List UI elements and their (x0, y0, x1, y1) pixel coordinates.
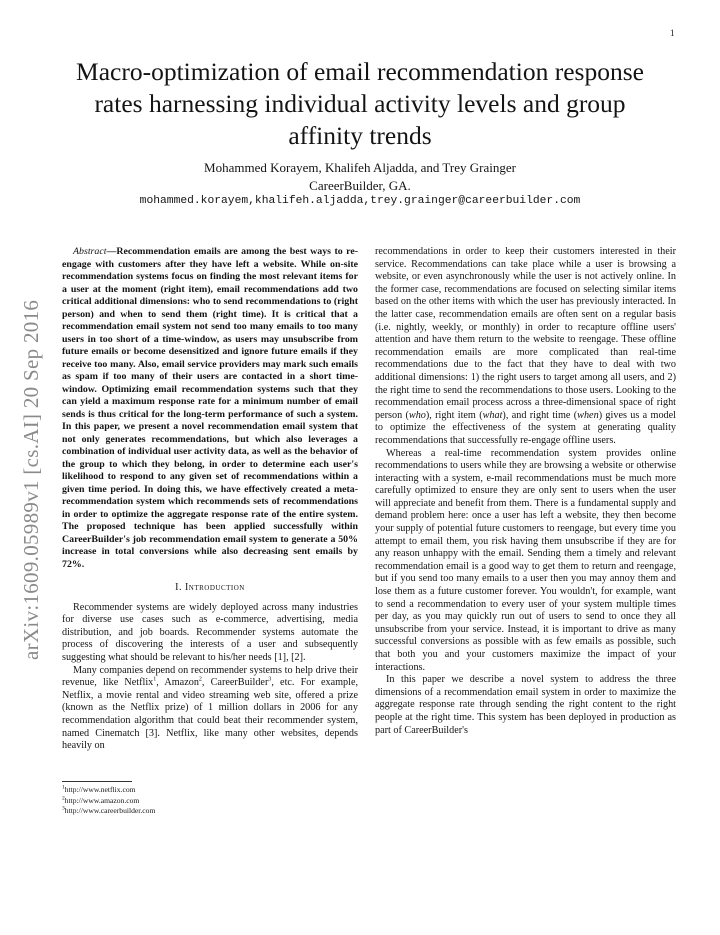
footnote-link[interactable]: http://www.amazon.com (64, 795, 140, 805)
footnote-2 (62, 796, 358, 807)
paper-title: Macro-optimization of email recommendation response rates harnessing individual activity levels and group affinity trends (76, 57, 644, 150)
footnote-3 (62, 806, 358, 817)
rc-what: what (482, 409, 503, 421)
rc-p1-c: ), and right time ( (502, 409, 578, 421)
abstract (62, 246, 358, 571)
rc-who: who (408, 409, 426, 421)
author-list: Mohammed Korayem, Khalifeh Aljadda, and Trey Grainger (204, 160, 516, 175)
footnote-divider (62, 781, 132, 782)
footnote-link[interactable]: http://www.netflix.com (64, 785, 136, 794)
rc-p1-b: ), right item ( (425, 409, 483, 421)
intro-p2-text-a: Many companies depend on recommender systems to help drive their revenue, like Netflix (62, 664, 358, 689)
footnote-ref-2: 2 (198, 676, 202, 683)
right-paragraph-3: In this paper we describe a novel system to address the three dimensions of a recommendation email system in order to maximize the aggregate response rate through sending the right content to the right people at the right time. This system has been deployed in production as part of CareerBuilder's (375, 674, 676, 736)
footnote-mark: 3 (62, 805, 65, 812)
rc-p1-a: recommendations in order to keep their customers interested in their service. Recommendations can take place while a user is browsing a website, or even asynchronously while the user is not actively online. In the former case, recommendations are focused on selecting similar items based on the other items with which the user has previously interacted. In the latter case, recommendation emails are often sent on a regular basis (i.e. nightly, weekly, or monthly) in order to recapture offline users' attention and have them return to the website to reengage. These offline recommendation emails are more complicated than real-time recommendations due to the fact that they have to deal with two additional dimensions: 1) the right users to target among all users, and 2) the right time to send the recommendations to those users. Looking to the recommendation email process across a three-dimensional space of right person ( (375, 246, 676, 421)
footnote-ref-1: 1 (153, 676, 157, 683)
intro-paragraph-1: Recommender systems are widely deployed across many industries for diverse use cases such as e-commerce, advertising, media distribution, and job boards. Recommender systems automate the process of discovering the interests of a user and subsequently suggesting what should be relevant to his/her needs [1], [2]. (62, 601, 358, 663)
footnote-ref-3: 3 (268, 676, 272, 683)
page-number: 1 (670, 28, 675, 38)
author-emails: mohammed.korayem,khalifeh.aljadda,trey.grainger@careerbuilder.com (139, 195, 581, 207)
intro-p2-text-c: , CareerBuilder (201, 677, 269, 689)
footnote-mark: 2 (62, 794, 65, 801)
right-column (375, 246, 676, 737)
intro-p2-text-d: , etc. For example, Netflix, a movie rental and video streaming web site, offered a prize (known as the Netflix prize) of 1 million dollars in 2006 for any recommendation algorithm that could beat their recommender system, named Cinematch [3]. Netflix, like many other websites, depends heavily on (62, 677, 359, 752)
footnotes (62, 781, 358, 817)
arxiv-stamp: arXiv:1609.05989v1 [cs.AI] 20 Sep 2016 (19, 299, 43, 660)
right-paragraph-1 (375, 246, 676, 448)
intro-paragraph-2 (62, 665, 358, 753)
affiliation: CareerBuilder, GA. (309, 178, 411, 193)
rc-p1-d: ) gives us a model to optimize the effectiveness of the system at generating quality recommendations that successfully re-engage offline users. (375, 409, 676, 446)
section-heading-introduction: I. Introduction (175, 582, 245, 593)
left-column (62, 246, 358, 753)
footnote-1 (62, 785, 358, 796)
intro-p2-text-b: , Amazon (156, 677, 199, 689)
footnote-mark: 1 (62, 784, 65, 791)
abstract-label: Abstract (73, 246, 107, 257)
footnote-link[interactable]: http://www.careerbuilder.com (64, 806, 156, 815)
right-paragraph-2: Whereas a real-time recommendation system provides online recommendations to users while they are browsing a website or otherwise interacting with a system, e-mail recommendations must be much more carefully optimized to ensure they are only sent to users when the user will appreciate and benefit from them. There is a fundamental supply and demand problem here: once a user has left a website, they then become your supply of potential future customers to reengage, but every time you attempt to email them, you risk having them unsubscribe if they are for any reason unhappy with the email. Sending them a timely and relevant recommendation email is a good way to get them to return and reengage, but if you send too many emails to a user then you may annoy them and lose them as a future customer forever. You wouldn't, for example, want to send a recommendation to every user of your system multiple times per day, as you may quickly run out of users to send to once they all unsubscribe from your service. Instead, it is important to drive as many successful conversions as possible with as few emails as possible, such that both you and your customers maximize the impact of your interactions. (375, 447, 677, 673)
abstract-text: —Recommendation emails are among the best ways to re-engage with customers after they have left a website. While on-site recommendation systems focus on finding the most relevant items for a user at the moment (right item), email recommendations add two critical additional dimensions: who to send recommendations to (right person) and when to send them (right time). It is critical that a recommendation email system not send too many emails to too many users in too short of a time-window, as users may unsubscribe from future emails or become desensitized and ignore future emails if they receive too many. Also, email service providers may mark such emails as spam if too many of their users are contacted in a short time-window. Optimizing email recommendation systems such that they can yield a maximum response rate for a minimum number of email sends is thus critical for the long-term performance of such a system. In this paper, we present a novel recommendation email system that not only generates recommendations, but which also leverages a combination of individual user activity data, as well as the behavior of the group to which they belong, in order to determine each user's likelihood to respond to any given set of recommendations within a given time period. In doing this, we have effectively created a meta-recommendation system which recommends sets of recommendations in order to optimize the aggregate response rate of the entire system. The proposed technique has been applied successfully within CareerBuilder's job recommendation email system to generate a 50% increase in total conversions while also decreasing sent emails by 72%. (62, 246, 358, 570)
rc-when: when (577, 409, 599, 421)
